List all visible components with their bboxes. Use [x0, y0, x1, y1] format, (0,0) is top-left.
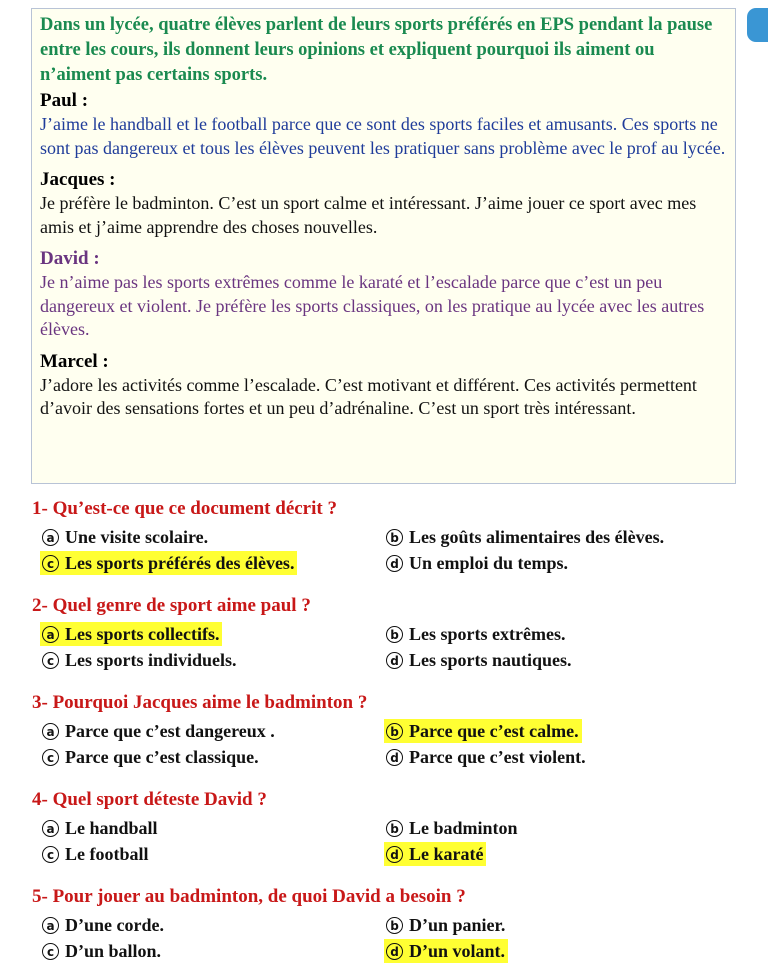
option-letter-icon: d [386, 652, 403, 669]
option-4a[interactable] [40, 816, 161, 840]
option-label: Les sports collectifs. [65, 624, 220, 644]
option-row [32, 525, 742, 551]
option-letter-icon: b [386, 917, 403, 934]
option-label: Les sports nautiques. [409, 650, 572, 670]
option-5a[interactable] [40, 913, 167, 937]
option-letter-icon: a [42, 723, 59, 740]
option-row [32, 745, 742, 771]
option-label: Les goûts alimentaires des élèves. [409, 527, 665, 547]
question-2: 2- Quel genre de sport aime paul ? [32, 595, 311, 616]
question-3: 3- Pourquoi Jacques aime le badminton ? [32, 692, 368, 713]
option-3d[interactable] [384, 745, 589, 769]
option-3c[interactable] [40, 745, 262, 769]
question-4: 4- Quel sport déteste David ? [32, 789, 267, 810]
option-row [32, 551, 742, 577]
option-row [32, 913, 742, 939]
option-1d[interactable] [384, 551, 571, 575]
option-row [32, 648, 742, 674]
option-2d[interactable] [384, 648, 575, 672]
option-letter-icon: d [386, 846, 403, 863]
option-row [32, 622, 742, 648]
option-label: Les sports individuels. [65, 650, 237, 670]
speaker-text-marcel: J’adore les activités comme l’escalade. C’est motivant et différent. Ces activités permettent d’avoir des sensations fortes et un peu d’adrénaline. C’est un sport très intéressant. [40, 374, 697, 418]
option-3b[interactable] [384, 719, 582, 743]
option-3a[interactable] [40, 719, 278, 743]
option-letter-icon: b [386, 626, 403, 643]
option-label: D’un ballon. [65, 941, 162, 961]
option-letter-icon: b [386, 529, 403, 546]
option-letter-icon: c [42, 846, 59, 863]
option-label: D’une corde. [65, 915, 164, 935]
option-label: D’un panier. [409, 915, 506, 935]
option-row [32, 816, 742, 842]
option-label: Une visite scolaire. [65, 527, 209, 547]
option-letter-icon: a [42, 917, 59, 934]
option-letter-icon: a [42, 820, 59, 837]
option-1a[interactable] [40, 525, 211, 549]
corner-tab [747, 8, 768, 42]
option-letter-icon: c [42, 555, 59, 572]
speaker-text-david: Je n’aime pas les sports extrêmes comme le karaté et l’escalade parce que c’est un peu dangereux et violent. Je préfère les sports classiques, on les pratique au lycée avec les autres élèves. [40, 272, 705, 339]
option-4d[interactable] [384, 842, 486, 866]
speaker-name-paul: Paul : [40, 90, 89, 111]
option-letter-icon: d [386, 555, 403, 572]
option-letter-icon: b [386, 723, 403, 740]
questions-section [32, 498, 742, 965]
option-2b[interactable] [384, 622, 568, 646]
speaker-text-paul: J’aime le handball et le football parce que ce sont des sports faciles et amusants. Ces sports ne sont pas dangereux et tous les élèves peuvent les pratiquer sans problème avec le prof au lycée. [40, 114, 726, 158]
option-letter-icon: d [386, 943, 403, 960]
option-letter-icon: a [42, 626, 59, 643]
option-5c[interactable] [40, 939, 164, 963]
question-5: 5- Pour jouer au badminton, de quoi David a besoin ? [32, 886, 466, 907]
option-4b[interactable] [384, 816, 521, 840]
option-letter-icon: a [42, 529, 59, 546]
passage-intro: Dans un lycée, quatre élèves parlent de leurs sports préférés en EPS pendant la pause entre les cours, ils donnent leurs opinions et expliquent pourquoi ils aiment ou n’aiment pas certains sports. [40, 15, 713, 85]
option-letter-icon: c [42, 652, 59, 669]
option-label: Parce que c’est violent. [409, 747, 586, 767]
option-4c[interactable] [40, 842, 152, 866]
option-5b[interactable] [384, 913, 508, 937]
option-label: Parce que c’est classique. [65, 747, 259, 767]
option-label: Les sports préférés des élèves. [65, 553, 295, 573]
reading-passage [31, 8, 736, 484]
option-label: Parce que c’est calme. [409, 721, 579, 741]
option-label: Le badminton [409, 818, 518, 838]
speaker-name-david: David : [40, 248, 100, 269]
speaker-name-marcel: Marcel : [40, 350, 109, 372]
option-letter-icon: c [42, 749, 59, 766]
option-2a[interactable] [40, 622, 222, 646]
option-row [32, 842, 742, 868]
question-1: 1- Qu’est-ce que ce document décrit ? [32, 498, 337, 519]
option-label: Parce que c’est dangereux . [65, 721, 275, 741]
option-label: Un emploi du temps. [409, 553, 569, 573]
option-2c[interactable] [40, 648, 240, 672]
option-letter-icon: d [386, 749, 403, 766]
option-label: Le karaté [409, 844, 484, 864]
option-letter-icon: c [42, 943, 59, 960]
option-1b[interactable] [384, 525, 667, 549]
speaker-text-jacques: Je préfère le badminton. C’est un sport calme et intéressant. J’aime jouer ce sport avec mes amis et j’aime apprendre des choses nouvelles. [40, 193, 697, 237]
option-1c[interactable] [40, 551, 297, 575]
option-letter-icon: b [386, 820, 403, 837]
option-label: Les sports extrêmes. [409, 624, 566, 644]
option-label: Le handball [65, 818, 158, 838]
option-label: D’un volant. [409, 941, 506, 961]
speaker-name-jacques: Jacques : [40, 169, 116, 190]
option-row [32, 719, 742, 745]
option-5d[interactable] [384, 939, 508, 963]
option-row [32, 939, 742, 965]
option-label: Le football [65, 844, 149, 864]
